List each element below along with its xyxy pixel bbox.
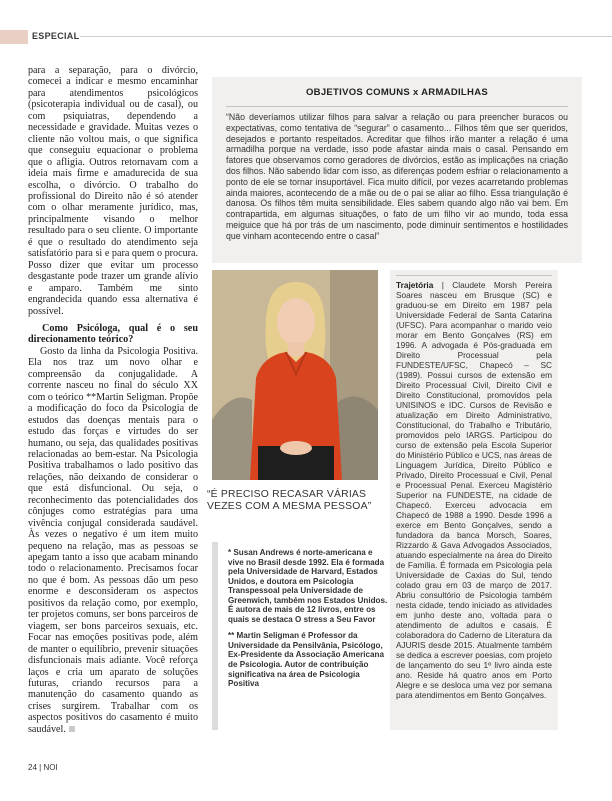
sidebar-title: OBJETIVOS COMUNS x ARMADILHAS bbox=[305, 87, 488, 98]
interview-answer bbox=[28, 346, 198, 735]
interview-question: Como Psicóloga, qual é o seu direcionamento teórico? bbox=[28, 322, 198, 346]
article-column bbox=[28, 65, 198, 735]
section-color-chip bbox=[0, 30, 28, 44]
sidebar-rule bbox=[226, 106, 568, 107]
bio-box bbox=[390, 270, 558, 730]
armchair-right bbox=[338, 397, 378, 480]
footer-separator: | bbox=[39, 763, 42, 772]
page-number: 24 bbox=[28, 763, 37, 772]
sidebar-text: “Não deveríamos utilizar filhos para salvar a relação ou para preencher buracos ou expectativas, como tentativa de “segurar” o casamento... Filhos têm que ser queridos, desejados e portanto respeitados. Acreditar que filhos irão manter a relação é uma armadilha porque na verdade, isso pode afastar ainda mais o casal. Pensando em fatores que observamos como geradores de divórcios, estão as implicações na criação dos filhos. Não sabendo lidar com isso, as diferenças podem esfriar o relacionamento a ponto de ele se tornar insuportável. Fica muito difícil, por vezes acarretando problemas ainda maiores, acontecendo de a mãe ou de o pai se aliar ao filho. Essa triangulação é danosa. Os filhos têm muita sensibilidade. Eles sabem quando algo não vai bem. Em contrapartida, em algumas situações, o fato de um filho vir ao mundo, toda essa meiguice que há por trás de um nascimento, pode diminuir sentimentos e hostilidades que vinham acontecendo entre o casal” bbox=[226, 112, 568, 241]
sidebar-box bbox=[212, 77, 582, 263]
bio-text: Claudete Morsh Pereira Soares nasceu em Brusque (SC) e graduou-se em Direito em 1987 pela Universidade Federal de Santa Catarina (UFSC). Para acompanhar o marido veio morar em Bento Gonçalves (RS) em 1996. A advogada é Pós-graduada em Direito Processual pela FUNDESTE/UFSC, Chapecó – SC (1989). Possui cursos de extensão em Direito Processual Civil, Direito Civil e Direito Constitucional, promovidos pela UNISINOS e IDC. Cursos de Revisão e atualização em Direito Administrativo, Constitucional, do Trabalho e Tributário, promovidos pelo IARGS. Participou do curso de extensão pela Escola Superior do Ministério Público e UCS, nas áreas de Linguagem Jurídica, Direito Público e Privado, Direito Processual e Civil, Penal e Processual Penal. Exerceu Magistério Superior na FUNDESTE, na cidade de Chapecó. Exerceu advocacia em Chapecó de 1988 a 1990. Desde 1996 a exerce em Bento Gonçalves, sendo a fundadora da banca Morsch, Soares, Rizzardo & Gava Advogados Associados, atuando especialmente na área do Direito de Família. É formada em Psicologia pela Universidade de Caxias do Sul, tendo colado grau em 03 de março de 2017. Abriu consultório de Psicologia também nesta cidade, tendo iniciado as atividades em junho deste ano, voltada para o atendimento de adultos e casais. É colaboradora do Caderno de Literatura da AJURIS desde 2015. Atualmente também se dedica a escrever poesias, com projeto de lançamento do seu 1º livro ainda este ano. Reside há quatro anos em Porto Alegre e se desloca uma vez por semana para atendimentos em Bento Gonçalves. bbox=[396, 280, 552, 700]
footnote-susan-andrews: * Susan Andrews é norte-americana e vive no Brasil desde 1992. Ela é formada pela Universidade de Harvard, Estados Unidos, e doutora em Psicologia Transpessoal pela Universidade de Greenwich, também nos Estados Unidos. É autora de mais de 12 livros, entre os quais se destaca O stress a Seu Favor bbox=[228, 548, 388, 624]
end-mark bbox=[69, 726, 75, 732]
face bbox=[277, 298, 315, 346]
portrait-illustration bbox=[212, 270, 378, 480]
magazine-name: NOI bbox=[43, 763, 58, 772]
bio-rule bbox=[396, 275, 552, 276]
footnotes bbox=[212, 542, 388, 730]
answer-text: Gosto da linha da Psicologia Positiva. Ela nos traz um novo olhar e compreensão da conjugalidade. A corrente nasceu no final do século XX com o teórico **Martin Seligman. Propõe a modificação do foco da Psicologia de estudos das doenças mentais para o estudo das forças e virtudes do ser humano, ou seja, das qualidades positivas relacionadas ao bem-estar. Na Psicologia Positiva trabalhamos o lado positivo das relações, não deixando de considerar o que está disfuncional. Ou seja, o reconhecimento das potencialidades dos cônjuges como estratégias para uma vivência conjugal considerada saudável. Às vezes o negativo é um item muito pequeno na relação, mas as pessoas se apegam tanto a isso que acabam minando todo o relacionamento. Precisamos focar no que é bom. As pessoas dão um peso enorme e desconsideram os aspectos positivos da relação como, por exemplo, ter projetos comuns, ser bons parceiros de viagem, ser bons parceiros sexuais, etc. Focar nas emoções positivas pode, além de manter o equilíbrio, prevenir situações disfuncionais mais adiante. Você reforça laços e cria um aparato de soluções futuras, criando recursos para a manutenção do casamento quando as crises surgirem. Trabalhar com os aspectos positivos do casamento é muito saudável. bbox=[28, 345, 198, 735]
article-paragraph: para a separação, para o divórcio, comecei a indicar e mesmo encaminhar para atendimentos psicológicos (psicoterapia individual ou de casal), ou com psiquiatras, dependendo a necessidade e gravidade. Muitas vezes o cliente não voltou mais, o que significa que conseguiu equacionar o problema que o afligia. Outros retornavam com a ideia mais firme e amadurecida de sua escolha, o divórcio. O trabalho do profissional do Direito não é só atender com o olhar meramente jurídico, mas, principalmente visando o melhor resultado para o seu cliente. O importante é que o resultado do atendimento seja satisfatório para si e para quem o procura. Posso dizer que evitar um processo desgastante pode trazer um grande alívio e amparo. Também me sinto engrandecida quando essa alternativa é possível. bbox=[28, 65, 198, 317]
portrait-photo bbox=[212, 270, 378, 480]
pull-quote: “É PRECISO RECASAR VÁRIAS VEZES COM A MESMA PESSOA” bbox=[207, 489, 372, 512]
footnote-martin-seligman: ** Martin Seligman é Professor da Universidade da Pensilvânia, Psicólogo, Ex-Presidente da Associação Americana de Psicologia. Autor de contribuição significativa na área de Psicologia Positiva bbox=[228, 631, 384, 689]
header-rule bbox=[80, 36, 612, 37]
hands bbox=[280, 441, 312, 455]
section-label: ESPECIAL bbox=[32, 31, 80, 41]
bio-separator: | bbox=[433, 280, 453, 290]
section-header bbox=[0, 30, 612, 44]
bio-paragraph bbox=[396, 280, 552, 700]
bio-lead: Trajetória bbox=[396, 280, 434, 290]
page-footer bbox=[28, 763, 58, 772]
neck bbox=[288, 342, 304, 356]
